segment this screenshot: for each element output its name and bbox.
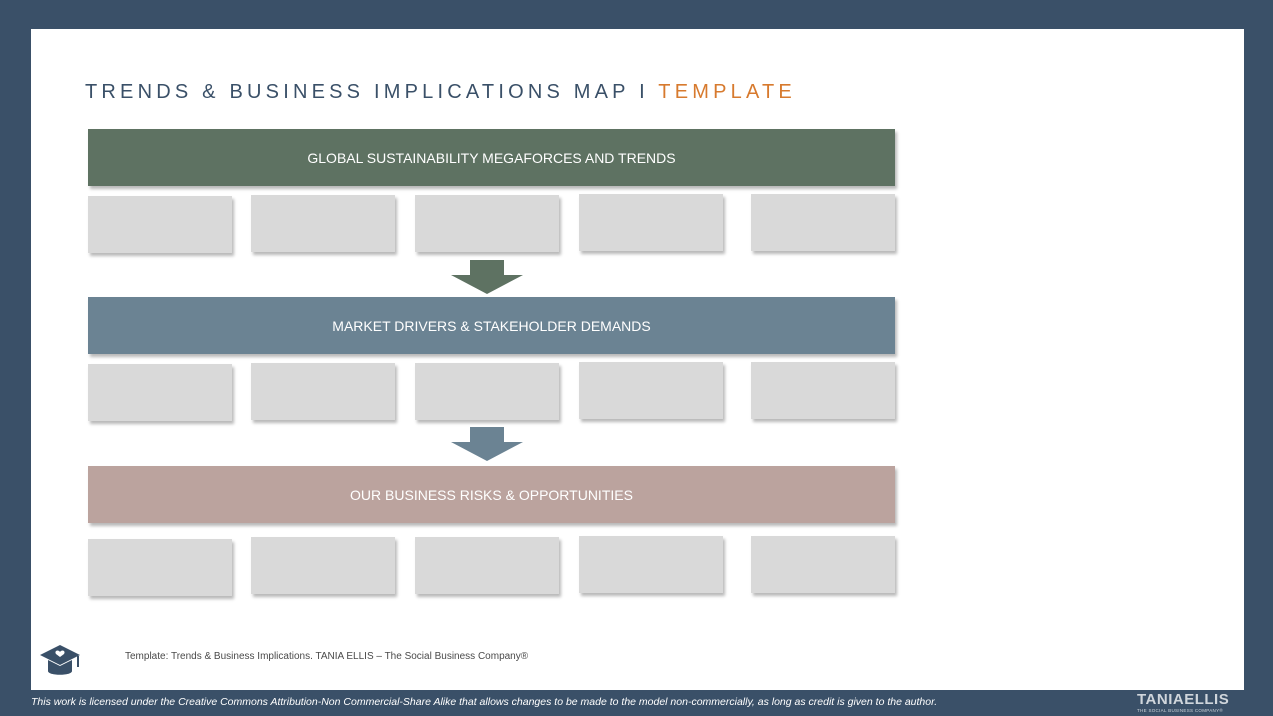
graduation-cap-heart-icon xyxy=(38,643,82,683)
brand-logo xyxy=(1137,692,1247,714)
risk-box-4 xyxy=(579,536,723,593)
driver-box-2 xyxy=(251,363,395,420)
brand-name: TANIAELLIS xyxy=(1137,691,1230,708)
title-main: TRENDS & BUSINESS IMPLICATIONS MAP I xyxy=(85,81,659,103)
footer-note: Template: Trends & Business Implications. TANIA ELLIS – The Social Business Company® xyxy=(125,651,529,662)
driver-box-3 xyxy=(415,363,559,420)
driver-box-5 xyxy=(751,362,895,419)
band-label: GLOBAL SUSTAINABILITY MEGAFORCES AND TRENDS xyxy=(307,149,676,166)
driver-box-1 xyxy=(88,364,232,421)
megaforce-box-4 xyxy=(579,194,723,251)
risk-box-5 xyxy=(751,536,895,593)
megaforce-box-1 xyxy=(88,196,232,253)
brand-subtitle: THE SOCIAL BUSINESS COMPANY® xyxy=(1137,708,1223,713)
megaforce-box-3 xyxy=(415,195,559,252)
driver-box-4 xyxy=(579,362,723,419)
risk-box-2 xyxy=(251,537,395,594)
risk-box-1 xyxy=(88,539,232,596)
band-market-drivers xyxy=(88,297,895,354)
title-accent: TEMPLATE xyxy=(658,81,796,103)
risk-box-3 xyxy=(415,537,559,594)
arrow-down-icon xyxy=(451,260,523,294)
band-business-risks xyxy=(88,466,895,523)
slide xyxy=(31,29,1244,690)
arrow-down-icon xyxy=(451,427,523,461)
band-label: MARKET DRIVERS & STAKEHOLDER DEMANDS xyxy=(332,317,651,334)
band-label: OUR BUSINESS RISKS & OPPORTUNITIES xyxy=(350,486,633,503)
page-title xyxy=(85,81,796,104)
megaforce-box-2 xyxy=(251,195,395,252)
band-megaforces xyxy=(88,129,895,186)
license-text: This work is licensed under the Creative Commons Attribution-Non Commercial-Share Alike that allows changes to be made to the model non-commercially, as long as credit is given to the author. xyxy=(31,696,938,708)
megaforce-box-5 xyxy=(751,194,895,251)
